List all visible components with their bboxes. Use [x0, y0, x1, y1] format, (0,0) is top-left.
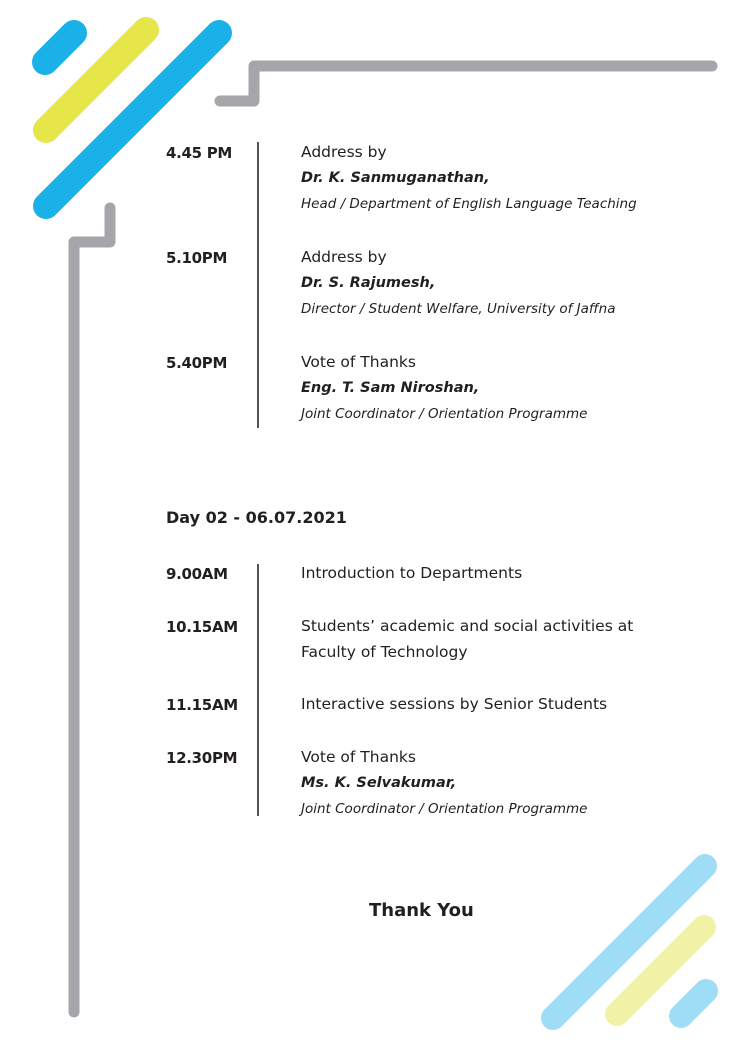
activity-text: Vote of Thanks [301, 353, 416, 371]
day-heading: Day 02 - 06.07.2021 [166, 508, 347, 527]
timeline-divider-day2 [257, 564, 259, 816]
speaker-role: Joint Coordinator / Orientation Programme [301, 406, 588, 422]
activity-text: Address by [301, 248, 387, 266]
schedule-entry [301, 139, 711, 217]
time-slot: 4.45 PM [166, 144, 233, 162]
gray-top-bracket [220, 66, 712, 101]
blue-stripe-short [45, 33, 74, 62]
schedule-entry [301, 244, 711, 322]
speaker-name: Dr. S. Rajumesh, [301, 275, 436, 291]
gray-left-bracket [74, 208, 110, 1012]
activity-text: Address by [301, 143, 387, 161]
activity-text: Students’ academic and social activities at [301, 617, 634, 635]
time-slot: 5.40PM [166, 354, 228, 372]
activity-text: Faculty of Technology [301, 643, 468, 661]
activity-text: Vote of Thanks [301, 748, 416, 766]
schedule-entry [301, 613, 711, 665]
time-slot: 10.15AM [166, 618, 238, 636]
speaker-name: Ms. K. Selvakumar, [301, 775, 457, 791]
schedule-entry [301, 560, 711, 586]
speaker-name: Dr. K. Sanmuganathan, [301, 170, 490, 186]
speaker-name: Eng. T. Sam Niroshan, [301, 380, 480, 396]
speaker-role: Joint Coordinator / Orientation Programme [301, 801, 588, 817]
light-blue-stripe-short [681, 991, 706, 1016]
activity-text: Interactive sessions by Senior Students [301, 695, 608, 713]
schedule-entry [301, 744, 711, 822]
schedule-entry [301, 691, 711, 717]
schedule-entry [301, 349, 711, 427]
closing-text: Thank You [369, 900, 474, 921]
speaker-role: Director / Student Welfare, University of Jaffna [301, 301, 616, 317]
timeline-divider-day1 [257, 142, 259, 428]
time-slot: 5.10PM [166, 249, 228, 267]
activity-text: Introduction to Departments [301, 564, 523, 582]
speaker-role: Head / Department of English Language Teaching [301, 196, 637, 212]
time-slot: 12.30PM [166, 749, 238, 767]
time-slot: 11.15AM [166, 696, 238, 714]
time-slot: 9.00AM [166, 565, 228, 583]
